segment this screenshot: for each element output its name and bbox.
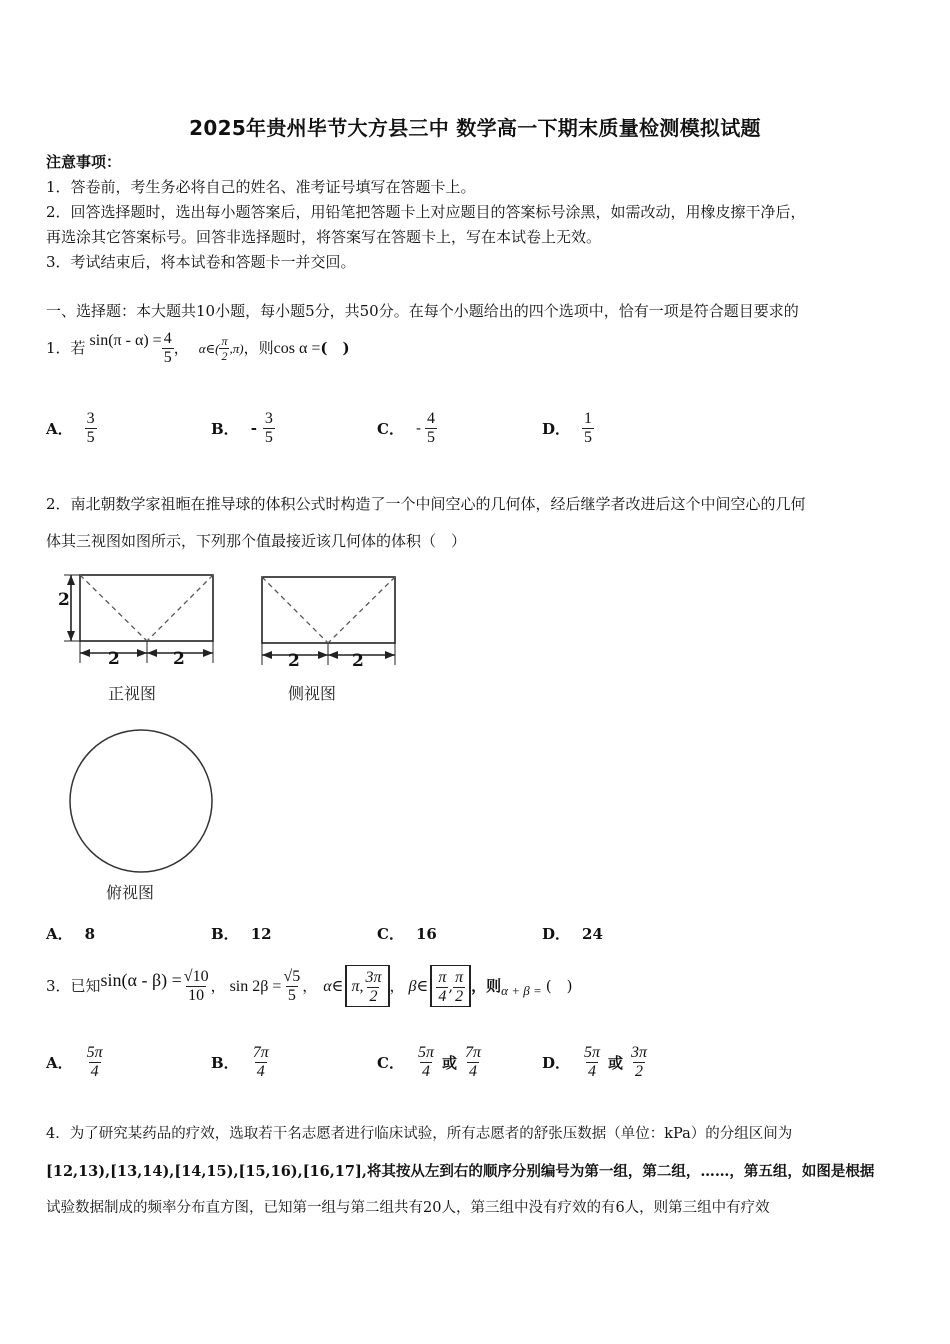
q2-text-line: 体其三视图如图所示，下列那个值最接近该几何体的体积（ ） [46, 532, 467, 550]
notice-heading: 注意事项： [46, 153, 122, 171]
option-or: 或 [441, 1053, 457, 1072]
frac-num: 3π [365, 968, 382, 986]
option-label: B． [211, 1053, 239, 1072]
dim-height-label: 2 [58, 590, 70, 610]
option-fraction [582, 1044, 602, 1081]
q1-option-c[interactable] [377, 408, 437, 448]
frac-den: 4 [588, 1062, 597, 1080]
frac-num: 4 [427, 409, 436, 427]
option-label: D． [542, 1053, 571, 1072]
q3-alpha-in: α∈ [323, 977, 344, 995]
q1-interval-tail: ,π) [229, 340, 244, 356]
frac-num: 5π [584, 1043, 601, 1061]
q2-option-d[interactable] [542, 923, 603, 944]
side-view-caption: 侧视图 [288, 684, 337, 703]
frac-num: 3π [631, 1043, 648, 1061]
frac-den: 2 [635, 1062, 644, 1080]
option-label: A． [46, 925, 73, 943]
q1-sin-expr: sin(π - α) = [89, 331, 162, 349]
q2-option-c[interactable] [377, 923, 437, 944]
q3-option-d[interactable] [542, 1040, 649, 1084]
side-view-dash-right [328, 577, 395, 643]
front-height-arrow-top [67, 575, 75, 585]
frac-num: π [438, 968, 447, 986]
q1-frac-den: 5 [163, 348, 172, 366]
top-view-caption: 俯视图 [106, 883, 155, 902]
q3-fraction-2 [281, 968, 302, 1005]
notice-item: 1．答卷前，考生务必将自己的姓名、准考证号填写在答题卡上。 [46, 178, 476, 196]
option-sign: - [250, 419, 257, 437]
dim-front-right-label: 2 [173, 649, 185, 669]
q3-number: 3．已知 [46, 976, 101, 995]
q3-option-b[interactable] [211, 1040, 271, 1084]
frac-num: 7π [252, 1043, 269, 1061]
frac-den: 10 [188, 986, 205, 1004]
frac-den: 4 [468, 1062, 477, 1080]
q1-alpha-in: α∈( [198, 340, 220, 356]
front-height-arrow-bottom [67, 631, 75, 641]
option-label: D． [542, 925, 571, 943]
frac-num: 7π [464, 1043, 481, 1061]
option-value: 12 [250, 925, 272, 943]
frac-den: 4 [256, 1062, 265, 1080]
option-label: A． [46, 419, 73, 438]
q3-beta-interval: $\frac{\pi}{4}$ , $\frac{\pi}{2}$ [430, 965, 469, 1007]
dim-side-right-label: 2 [352, 651, 364, 671]
dim-front-left-label: 2 [108, 649, 120, 669]
frac-num: π [455, 968, 464, 986]
front-view [64, 575, 213, 663]
option-value: 24 [582, 925, 603, 943]
top-view-circle [70, 730, 212, 872]
question-1 [46, 326, 350, 370]
q1-pi: π [221, 333, 228, 348]
q3-beta-in: β∈ [408, 977, 429, 995]
frac-num: √10 [183, 967, 209, 985]
option-label: D． [542, 419, 571, 438]
front-arrow [147, 649, 157, 657]
q3-sep: ， [302, 976, 318, 995]
q4-text-line: 试验数据制成的频率分布直方图，已知第一组与第二组共有20人，第三组中没有疗效的有6人，则第三组中有疗效 [46, 1200, 770, 1216]
q1-option-b[interactable] [211, 408, 275, 448]
frac-den: 5 [264, 428, 273, 446]
option-value: 8 [84, 925, 96, 943]
side-view [262, 577, 395, 665]
q3-blank: ( ) [545, 976, 573, 995]
option-fraction [85, 1044, 105, 1081]
dim-side-left-label: 2 [288, 651, 300, 671]
interval-low: π, [351, 978, 364, 995]
front-view-dash-left [80, 575, 147, 641]
q3-alpha-interval [345, 965, 387, 1007]
q3-sep: ， [210, 976, 226, 995]
side-arrow [385, 651, 395, 659]
frac-num: 5π [86, 1043, 103, 1061]
q3-sin-expr: sin(α - β) = [100, 969, 182, 990]
q3-sin2b: sin 2β = [229, 977, 282, 995]
side-view-dash-left [262, 577, 328, 643]
frac-den: 2 [455, 987, 464, 1005]
q3-sep: ， [389, 976, 405, 995]
frac-num: 5π [417, 1043, 434, 1061]
q3-then: ，则 [471, 976, 502, 995]
q3-sum: α + β = [501, 982, 542, 998]
frac-den: 4 [438, 987, 447, 1005]
frac-den: 5 [584, 428, 593, 446]
option-fraction [629, 1044, 649, 1081]
q2-text-line: 2．南北朝数学家祖暅在推导球的体积公式时构造了一个中间空心的几何体，经后继学者改进后这个中间空心的几何 [46, 495, 806, 513]
side-arrow [328, 651, 338, 659]
option-fraction [263, 410, 275, 447]
frac-num: 1 [584, 409, 593, 427]
option-fraction [85, 410, 97, 447]
q3-fraction-1 [182, 968, 211, 1005]
option-label: A． [46, 1053, 73, 1072]
q1-frac-num: 4 [163, 329, 172, 347]
frac-den: 4 [421, 1062, 430, 1080]
side-arrow [318, 651, 328, 659]
q1-option-a[interactable] [46, 408, 97, 448]
q1-then: ，则 [243, 338, 274, 357]
q1-option-d[interactable] [542, 408, 594, 448]
option-label: C． [377, 419, 404, 438]
q4-text-line: [12,13),[13,14),[14,15),[15,16),[16,17],将其按从左到右的顺序分别编号为第一组，第二组，……，第五组，如图是根据 [46, 1163, 875, 1180]
frac-num: 3 [86, 409, 95, 427]
option-label: C． [377, 925, 404, 943]
option-fraction [425, 410, 437, 447]
notice-item: 3．考试结束后，将本试卷和答题卡一并交回。 [46, 253, 356, 271]
front-arrow [137, 649, 147, 657]
front-view-rect [80, 575, 213, 641]
option-label: B． [211, 419, 239, 438]
section-heading: 一、选择题：本大题共10小题，每小题5分，共50分。在每个小题给出的四个选项中，恰有一项是符合题目要求的 [46, 302, 799, 320]
frac-den: 2 [369, 987, 378, 1005]
side-arrow [262, 651, 272, 659]
q2-option-a[interactable] [46, 923, 95, 944]
q2-option-b[interactable] [211, 923, 272, 944]
q1-two: 2 [221, 348, 228, 363]
interval-high [363, 969, 383, 1006]
q1-cos-expr: cos α = [273, 339, 321, 357]
front-arrow [203, 649, 213, 657]
side-view-rect [262, 577, 395, 643]
q1-blank: ( ) [320, 338, 350, 357]
option-fraction [582, 410, 594, 447]
front-view-caption: 正视图 [108, 684, 157, 703]
three-view-figure [50, 565, 410, 905]
front-view-dash-right [147, 575, 213, 641]
q1-fraction [162, 330, 174, 367]
option-fraction [251, 1044, 271, 1081]
option-fraction [463, 1044, 483, 1081]
q3-option-c[interactable] [377, 1040, 483, 1084]
frac-den: 4 [90, 1062, 99, 1080]
option-value: 16 [415, 925, 437, 943]
option-fraction [416, 1044, 436, 1081]
interval-low [436, 969, 448, 1006]
q1-number: 1．若 [46, 338, 86, 357]
option-label: C． [377, 1053, 404, 1072]
frac-den: 5 [427, 428, 436, 446]
notice-item: 2．回答选择题时，选出每小题答案后，用铅笔把答题卡上对应题目的答案标号涂黑，如需改动，用橡皮擦干净后， [46, 203, 806, 221]
q3-option-a[interactable] [46, 1040, 105, 1084]
question-3 [46, 960, 572, 1012]
frac-num: √5 [283, 967, 301, 985]
q1-pi-half [219, 334, 229, 363]
option-label: B． [211, 925, 239, 943]
q4-text-line: 4．为了研究某药品的疗效，选取若干名志愿者进行临床试验，所有志愿者的舒张压数据（单位：kPa）的分组区间为 [46, 1126, 793, 1142]
notice-item: 再选涂其它答案标号。回答非选择题时，将答案写在答题卡上，写在本试卷上无效。 [46, 228, 602, 246]
option-or: 或 [608, 1053, 624, 1072]
page-title: 2025年贵州毕节大方县三中 数学高一下期末质量检测模拟试题 [189, 116, 761, 140]
frac-den: 5 [287, 986, 296, 1004]
interval-high [453, 969, 465, 1006]
q1-comma: ， [173, 338, 189, 357]
front-arrow [80, 649, 90, 657]
frac-num: 3 [264, 409, 273, 427]
option-sign: - [415, 419, 422, 437]
frac-den: 5 [86, 428, 95, 446]
